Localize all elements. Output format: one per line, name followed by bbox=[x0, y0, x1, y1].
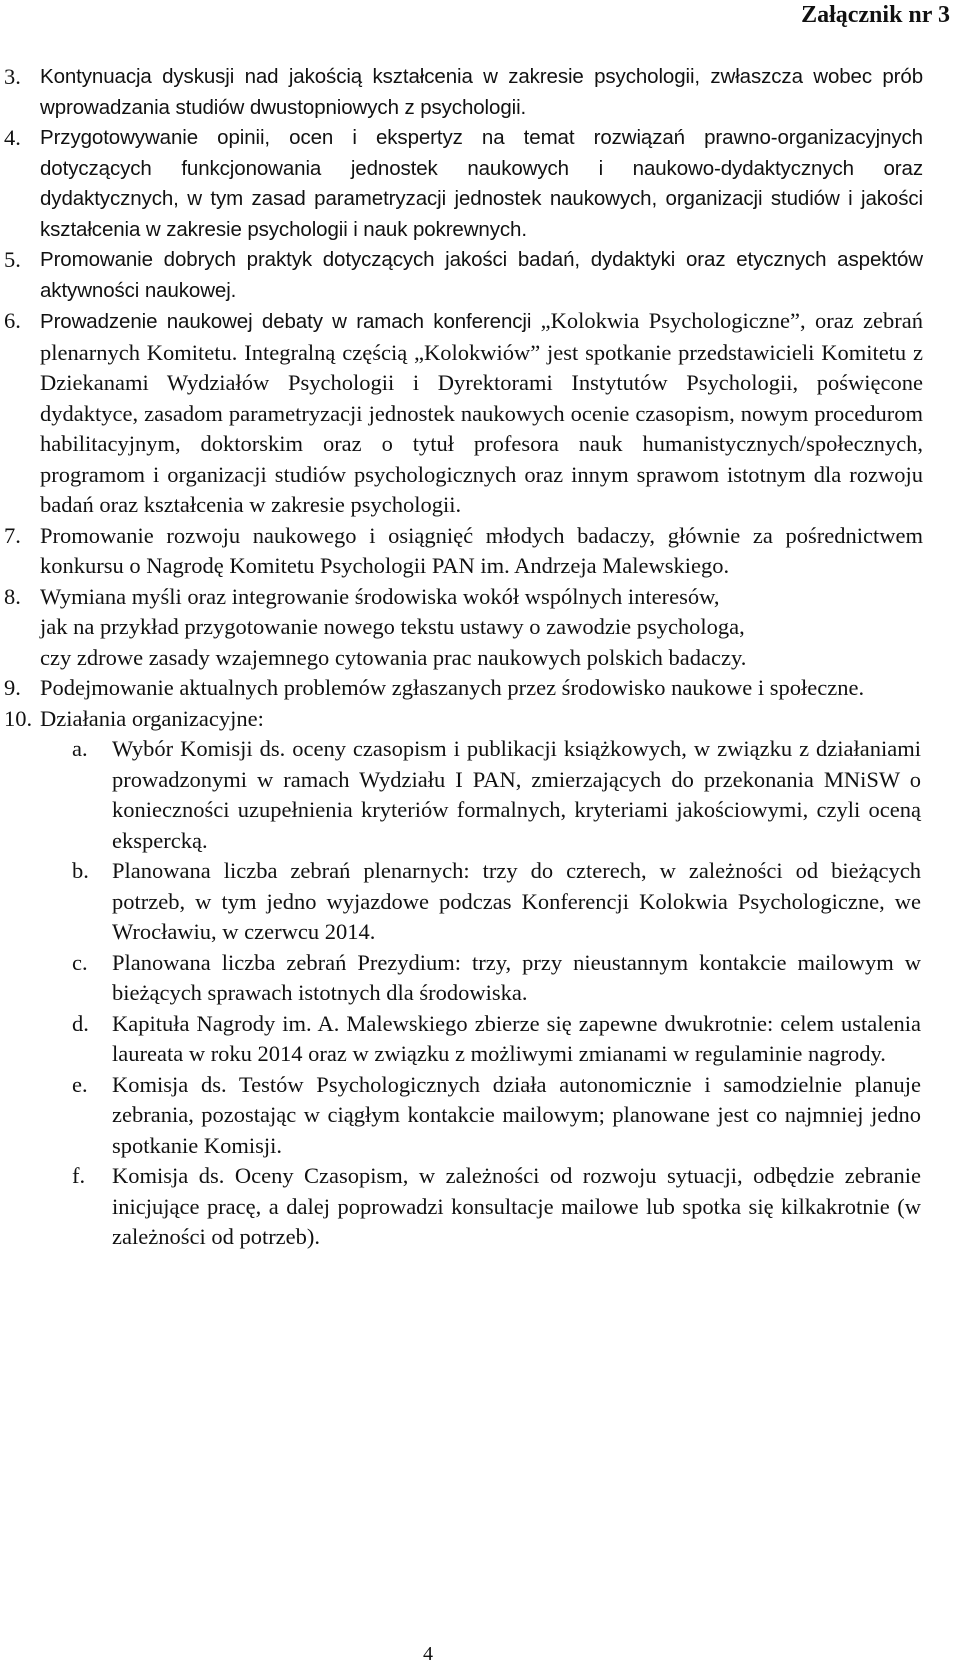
list-item-8 bbox=[0, 582, 960, 674]
sublist-text: Kapituła Nagrody im. A. Malewskiego zbierze się zapewne dwukrotnie: celem ustalenia laureata w roku 2014 oraz w związku z możliwymi zmianami w regulaminie nagrody. bbox=[112, 1010, 921, 1066]
list-item-10 bbox=[0, 704, 960, 735]
list-text-sans-part: Prowadzenie naukowej debaty w ramach konferencji bbox=[40, 310, 541, 333]
list-item-5 bbox=[0, 245, 960, 306]
list-text-line: Wymiana myśli oraz integrowanie środowiska wokół wspólnych interesów, bbox=[40, 583, 720, 609]
sublist-letter: f. bbox=[72, 1163, 86, 1188]
list-item-9 bbox=[0, 673, 960, 704]
sublist-text: Wybór Komisji ds. oceny czasopism i publikacji książkowych, w związku z działaniami prowadzonymi w ramach Wydziału I PAN, zmierzających do przekonania MNiSW o konieczności uzupełnienia kryteriów formalnych, kryteriami jakościowymi, czyli oceną ekspercką. bbox=[112, 736, 921, 853]
list-number: 8. bbox=[4, 583, 21, 609]
sublist-text: Komisja ds. Oceny Czasopism, w zależności od rozwoju sytuacji, odbędzie zebranie inicjujące pracę, a dalej poprowadzi konsultacje mailowe lub spotka się kilkakrotnie (w zależności od potrzeb). bbox=[112, 1163, 921, 1249]
numbered-list bbox=[0, 62, 960, 1253]
sublist-letter: a. bbox=[72, 736, 88, 761]
sublist-text: Komisja ds. Testów Psychologicznych działa autonomicznie i samodzielnie planuje zebrania, pozostając w ciągłym kontakcie mailowym; planowane jest co najmniej jedno spotkanie Komisji. bbox=[112, 1071, 921, 1158]
list-number: 4. bbox=[4, 125, 21, 150]
sublist-letter: e. bbox=[72, 1071, 88, 1097]
list-number: 10. bbox=[4, 705, 33, 731]
sublist-item-b bbox=[72, 856, 960, 948]
list-item-6 bbox=[0, 306, 960, 521]
sublist-letter: b. bbox=[72, 858, 89, 883]
page-number: 4 bbox=[423, 1643, 433, 1665]
sublist-text: Planowana liczba zebrań plenarnych: trzy do czterech, w zależności od bieżących potrzeb, w tym jedno wyjazdowe podczas Konferencji Kolokwia Psychologiczne, we Wrocławiu, w czerwcu 2014. bbox=[112, 858, 921, 944]
sublist-item-e bbox=[72, 1070, 960, 1162]
list-text bbox=[40, 582, 923, 674]
list-text: Promowanie rozwoju naukowego i osiągnięć młodych badaczy, głównie za pośrednictwem konkursu o Nagrodę Komitetu Psychologii PAN im. Andrzeja Malewskiego. bbox=[40, 522, 923, 578]
attachment-title: Załącznik nr 3 bbox=[801, 2, 950, 28]
list-text: Kontynuacja dyskusji nad jakością kształcenia w zakresie psychologii, zwłaszcza wobec prób wprowadzania studiów dwustopniowych z psychologii. bbox=[40, 65, 923, 119]
sublist-item-c bbox=[72, 948, 960, 1009]
list-text-serif-part: „Kolokwia Psychologiczne”, oraz zebrań plenarnych Komitetu. Integralną częścią „Kolokwiów” jest spotkanie przedstawicieli Komitetu z Dziekanami Wydziałów Psychologii i Dyrektorami Instytutów Psychologii, poświęcone dydaktyce, zasadom parametryzacji jednostek naukowych ocenie czasopism, nowym procedurom habilitacyjnym, doktorskim oraz o tytuł profesora nauk humanistycznych/społecznych, programom i organizacji studiów psychologicznych oraz innym sprawom istotnym dla rozwoju badań oraz kształcenia w zakresie psychologii. bbox=[40, 308, 923, 517]
sublist-letter: d. bbox=[72, 1010, 89, 1036]
list-text-line: czy zdrowe zasady wzajemnego cytowania prac naukowych polskich badaczy. bbox=[40, 644, 747, 670]
sublist-item-a bbox=[72, 734, 960, 856]
list-number: 3. bbox=[4, 64, 21, 89]
sublist-item-f bbox=[72, 1161, 960, 1253]
list-item-3 bbox=[0, 62, 960, 123]
list-item-4 bbox=[0, 123, 960, 245]
list-text: Podejmowanie aktualnych problemów zgłaszanych przez środowisko naukowe i społeczne. bbox=[40, 675, 865, 700]
sublist-letter: c. bbox=[72, 949, 88, 975]
list-text: Promowanie dobrych praktyk dotyczących jakości badań, dydaktyki oraz etycznych aspektów aktywności naukowej. bbox=[40, 248, 923, 302]
list-text-line: jak na przykład przygotowanie nowego tekstu ustawy o zawodzie psychologa, bbox=[40, 614, 745, 639]
list-text: Przygotowywanie opinii, ocen i ekspertyz na temat rozwiązań prawno-organizacyjnych dotyczących funkcjonowania jednostek naukowych i naukowo-dydaktycznych oraz dydaktycznych, w tym zasad parametryzacji jednostek naukowych, organizacji studiów i jakości kształcenia w zakresie psychologii i nauk pokrewnych. bbox=[40, 126, 923, 241]
list-number: 7. bbox=[4, 522, 21, 548]
list-text: Działania organizacyjne: bbox=[40, 705, 264, 731]
sublist-item-d bbox=[72, 1009, 960, 1070]
list-item-7 bbox=[0, 521, 960, 582]
sublist-text: Planowana liczba zebrań Prezydium: trzy, przy nieustannym kontakcie mailowym w bieżących sprawach istotnych dla środowiska. bbox=[112, 949, 921, 1005]
list-number: 5. bbox=[4, 247, 21, 272]
list-number: 6. bbox=[4, 308, 21, 333]
list-text bbox=[40, 306, 923, 521]
list-number: 9. bbox=[4, 675, 21, 700]
